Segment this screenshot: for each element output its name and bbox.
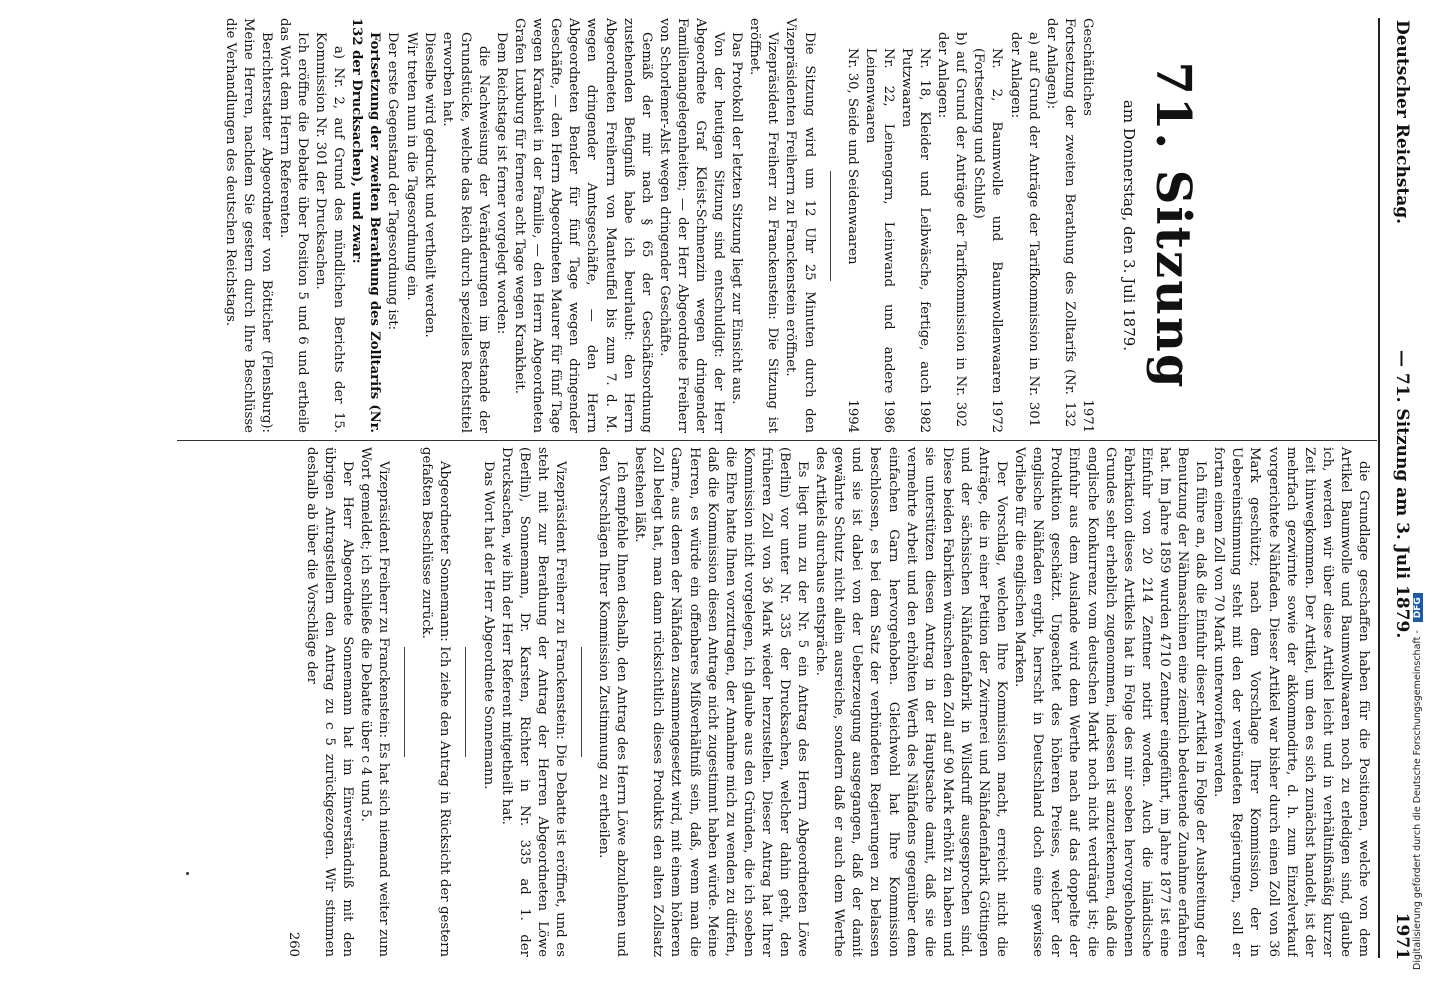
body-paragraph: a) Nr. 2, auf Grund des mündlichen Berichts der 15. Kommission Nr. 301 der Drucksachen. (313, 32, 347, 433)
body-paragraph: Dem Reichstage ist ferner vorgelegt worden: (494, 32, 509, 335)
body-paragraph: Vizepräsident Freiherr zu Franckenstein: Die Sitzung ist eröffnet. (747, 18, 781, 433)
toc-heading: Geschäftliches (1079, 18, 1095, 116)
scan-speck (186, 872, 189, 875)
toc-item-text: Nr. 22, Leinengarn, Leinwand und andere Leinenwaaren (862, 48, 896, 394)
toc-item-page: 1994 (844, 399, 860, 433)
digitization-credit (1412, 0, 1428, 970)
toc-item (897, 18, 933, 433)
toc-item-page (1042, 427, 1078, 433)
body-paragraph: Der Vorschlag, welchen Ihre Kommission macht, erreicht nicht die Anträge, die in einer Petition der Zwirnerei und Nähfadenfabrik Göttingen und der sächsischen Nähfadenfabrik in Wilsdruff ausgesprochen sind. Diese beiden Fabriken wünschen den Zoll auf 90 Mark erhöht zu haben und sie unterstützen diesen Antrag in der Hauptsache damit, daß sie die vermehrte Arbeit und den erhöhten Werth des Nähfadens gegenüber dem einfachen Garn hervorgehoben. Gleichwohl hat Ihre Kommission beschlossen, es bei dem Satz der verbündeten Regierungen zu belassen und sie ist dabei von der Ueberzeugung ausgegangen, daß der damit gewährte Schutz nicht allein ausreiche, sondern daß er auch dem Werthe des Artikels durchaus entspräche. (813, 447, 1010, 957)
toc-heading-page: 1971 (1079, 399, 1095, 433)
body-paragraph: Ich führe an, daß die Einfuhr dieser Artikel in Folge der Ausbreitung der Benutzung der Nähmaschinen eine ziemlich bedeutende Zunahme erfahren hat. Im Jahre 1859 wurden 4710 Zentner eingeführt, im Jahre 1877 ist eine Einfuhr von 20 214 Zentner notirt worden. Auch die inländische Fabrikation dieses Artikels hat in Folge des mir soeben hervorgehobenen Grundes sehr erheblich zugenommen, indessen ist anzuerkennen, daß die englische Konkurrenz vom deutschen Markt noch nicht verdrängt ist; die Einfuhr aus dem Auslande wird dem Werthe nach auf das doppelte der Produktion geschätzt. Ungeachtet des höheren Preises, welcher der englische Nähfaden ergibt, herrscht in Deutschland doch eine gewisse Vorliebe für die englischen Marken. (1012, 447, 1209, 957)
header-sitting: — 71. Sitzung am 3. Juli 1879. (1392, 350, 1412, 639)
section-rule (404, 647, 405, 757)
body-paragraph: Vizepräsident Freiherr zu Franckenstein: Es hat sich niemand weiter zum Wort gemeldet; ich schließe die Debatte über c 4 und 5. (358, 447, 392, 957)
body-paragraph: die Nachweisung der Veränderungen im Bestande der Grundstücke, welche das Reich durch spezielles Rechtstitel erworben hat. (439, 32, 491, 433)
section-rule (466, 647, 467, 757)
body-paragraph: Dieselbe wird gedruckt und vertheilt werden. (421, 32, 437, 338)
body-paragraph: Von der heutigen Sitzung sind entschuldigt: der Herr Abgeordnete Graf Kleist-Schmenzin wegen dringender Familienangelegenheiten; — der Herr Abgeordnete Freiherr von Schorlemer-Alst wegen dringender Geschäfte. (656, 18, 727, 433)
toc-item-text: Nr. 18, Kleider und Leibwäsche, fertige, auch Putzwaaren (898, 48, 933, 394)
column-divider (177, 440, 1377, 441)
toc-item-text: Fortsetzung der zweiten Berathung des Zolltarifs (Nr. 132 der Anlagen): (1043, 18, 1077, 427)
body-paragraph: Ich eröffne die Debatte über Position 5 und 6 und ertheile das Wort dem Herrn Referenten. (276, 18, 310, 433)
toc-item (969, 18, 1005, 433)
dfg-logo: DFG (1413, 593, 1423, 622)
right-column (132, 447, 1372, 957)
body-paragraph: Der erste Gegenstand der Tagesordnung ist: (385, 32, 401, 331)
sitting-title: 71. Sitzung (1145, 61, 1201, 390)
toc-heading-row (1078, 18, 1096, 433)
toc-item (1005, 18, 1041, 433)
body-paragraph: Das Wort hat der Herr Abgeordnete Sonnemann. (480, 461, 496, 790)
body-paragraph: die Grundlage geschaffen haben für die Positionen, welche von dem Artikel Baumwolle und Baumwollwaaren noch zu erledigen sind, glaube ich, werden wir über diese Artikel leicht und in verhältnißmäßig kurzer Zeit hinwegkommen. Der Artikel, um den es sich zunächst handelt, ist der mehrfach gezwirnte sowie der akkommodirte, d. h. zum Einzelverkauf vorgerichtete Nähfaden. Dieser Artikel war bisher durch einen Zoll von 36 Mark geschützt; nach dem Vorschlage Ihrer Kommission, der in Uebereinstimmung steht mit den der verbündeten Regierungen, soll er fortan einem Zoll von 70 Mark unterworfen werden. (1211, 447, 1371, 957)
toc-item-text: Nr. 2, Baumwolle und Baumwollenwaaren (Fortsetzung und Schluß) (971, 48, 1005, 394)
toc-item-page: 1972 (989, 399, 1005, 433)
body-paragraph: Der Herr Abgeordnete Sonnemann hat im Einverständniß mit den übrigen Antragstellern den Antrag zu c 5 zurückgezogen. Wir stimmen deshalb ab über die Vorschläge der (303, 447, 356, 957)
body-paragraph: Gemäß der mir nach § 65 der Geschäftsordnung zustehenden Befugniß habe ich beurlaubt: den Herrn Abgeordneten Freiherrn von Manteuffel bis zum 7. d. M. wegen dringender Amtsgeschäfte, — den Herrn Abgeordneten Bender für fünf Tage wegen dringender Geschäfte, — den Herrn Abgeordneten Maurer für fünf Tage wegen Krankheit in der Familie, — den Herrn Abgeordneten Grafen Luxburg für fernere acht Tage wegen Krankheit. (512, 18, 654, 433)
body-paragraph: Die Sitzung wird um 12 Uhr 25 Minuten durch den Vizepräsidenten Freiherrn zu Franckenstein eröffnet. (783, 18, 817, 433)
body-paragraph: Ich empfehle Ihnen deshalb, den Antrag des Herrn Löwe abzulehnen und den Vorschlägen Ihrer Kommission Zustimmung zu ertheilen. (596, 447, 630, 957)
body-paragraph: Das Protokoll der letzten Sitzung liegt zur Einsicht aus. (729, 32, 745, 405)
toc-item-page: 1982 (917, 399, 933, 433)
toc-item (843, 18, 861, 433)
toc-item (1042, 18, 1078, 433)
toc-item (861, 18, 897, 433)
agenda-item: Fortsetzung der zweiten Berathung des Zolltarifs (Nr. 132 der Drucksachen), und zwar: (349, 18, 383, 433)
header-page-number: 1971 (1392, 912, 1412, 960)
section-rule (581, 647, 582, 757)
toc-item-text: b) auf Grund der Anträge der Tarifkommission in Nr. 302 der Anlagen: (935, 32, 969, 427)
section-rule (830, 171, 831, 281)
signature-mark: 260 (285, 931, 301, 957)
header-publication: Deutscher Reichstag. (1392, 20, 1412, 225)
header-rule (1379, 18, 1381, 958)
sitting-date: am Donnerstag, den 3. Juli 1879. (1120, 99, 1138, 352)
body-paragraph: Abgeordneter Sonnemann: Ich ziehe den Antrag in Rücksicht der gestern gefaßten Beschlüsse zurück. (419, 447, 453, 957)
body-paragraph: Es liegt nun zu der Nr. 5 ein Antrag des Herrn Abgeordneten Löwe (Berlin) vor unter Nr. 335 der Drucksachen, welcher dahin geht, den früheren Zoll von 36 Mark wieder herzustellen. Dieser Antrag hat Ihrer Kommission nicht vorgelegen, ich glaube aus den Gründen, die ich soeben die Ehre hatte Ihnen vorzutragen, der Annahme mich zu wenden zu dürfen, daß die Kommission diesen Antrage nicht zugestimmt haben würde. Meine Herren, es würde ein offenbares Mißverhältniß sein, daß, wenn man die Garne, aus denen der Nähfaden zusammengesetzt wird, mit einem höheren Zoll belegt hat, man dann rücksichtlich dieses Produkts den alten Zollsatz bestehen läßt. (632, 447, 811, 957)
toc-item-page: 1986 (880, 399, 896, 433)
body-paragraph: Berichterstatter Abgeordneter von Bötticher (Flensburg): Meine Herren, nachdem Sie gestern durch Ihre Beschlüsse die Verhandlungen des deutschen Reichstags. (222, 18, 274, 433)
toc-item-page (933, 427, 969, 433)
digitization-credit-text: Digitalisierung gefördert durch die Deutsche Forschungsgemeinschaft - (1412, 630, 1423, 970)
body-paragraph: Wir treten nun in die Tagesordnung ein. (403, 32, 419, 301)
toc-item-text: Nr. 30, Seide und Seidenwaaren (844, 48, 860, 265)
toc-item-page (1005, 427, 1041, 433)
left-column (132, 18, 1372, 433)
body-paragraph: Vizepräsident Freiherr zu Franckenstein: Die Debatte ist eröffnet, und es steht mit zur Berathung der Antrag der Herren Abgeordneten Löwe (Berlin), Sonnemann, Dr. Karsten, Richter in Nr. 335 ad 1. der Drucksachen, wie ihn der Herr Referent mitgetheilt hat. (498, 447, 568, 957)
toc-item (933, 18, 969, 433)
toc-item-text: a) auf Grund der Anträge der Tarifkommission in Nr. 301 der Anlagen: (1007, 32, 1041, 427)
